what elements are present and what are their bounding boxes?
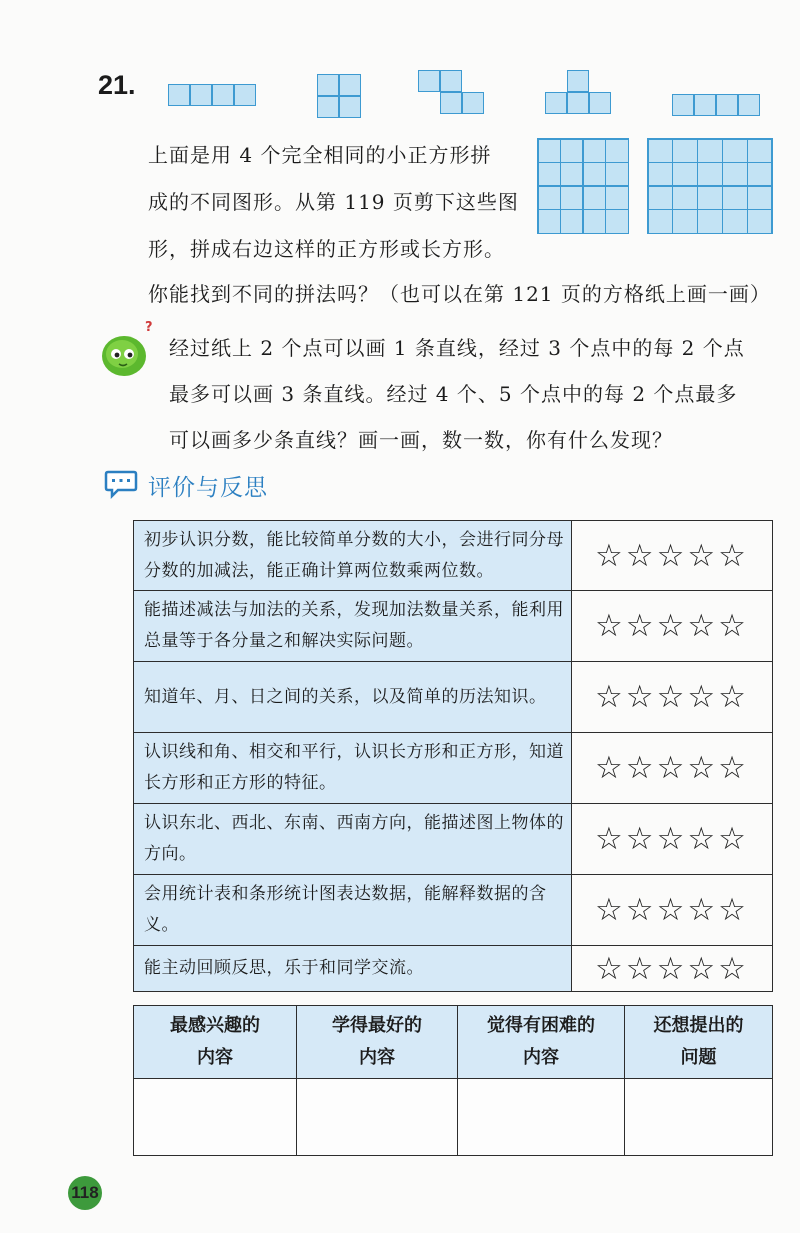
reflection-answer-cell[interactable]	[458, 1079, 625, 1156]
header-line: 觉得有困难的	[487, 1015, 595, 1036]
tetromino-z-shape	[418, 70, 484, 114]
star-rating[interactable]: ☆☆☆☆☆	[572, 875, 773, 946]
reflection-answer-cell[interactable]	[625, 1079, 773, 1156]
evaluation-item-text: 会用统计表和条形统计图表达数据，能解释数据的含义。	[134, 875, 572, 946]
svg-text:?: ?	[145, 320, 153, 335]
star-rating[interactable]: ☆☆☆☆☆	[572, 591, 773, 662]
self-evaluation-table	[133, 520, 773, 992]
evaluation-item-text: 认识线和角、相交和平行，认识长方形和正方形，知道长方形和正方形的特征。	[134, 733, 572, 804]
speech-bubble-icon	[104, 469, 138, 499]
star-rating[interactable]: ☆☆☆☆☆	[572, 733, 773, 804]
problem-22-line-1: 经过纸上 2 个点可以画 1 条直线，经过 3 个点中的每 2 个点	[169, 336, 745, 360]
evaluation-item-text: 初步认识分数，能比较简单分数的大小，会进行同分母分数的加减法，能正确计算两位数乘两位数。	[134, 521, 572, 591]
table-row	[134, 591, 773, 662]
header-line: 内容	[359, 1047, 395, 1068]
problem-22-line-2: 最多可以画 3 条直线。经过 4 个、5 个点中的每 2 个点最多	[169, 382, 738, 406]
problem-21-line-1: 上面是用 4 个完全相同的小正方形拼	[148, 143, 492, 167]
header-line: 最感兴趣的	[170, 1015, 260, 1036]
star-rating[interactable]: ☆☆☆☆☆	[572, 662, 773, 733]
green-mascot-icon	[98, 320, 158, 380]
reflection-header-questions	[625, 1006, 773, 1079]
header-line: 内容	[197, 1047, 233, 1068]
table-row	[134, 875, 773, 946]
reflection-header-best	[297, 1006, 458, 1079]
reflection-answer-cell[interactable]	[297, 1079, 458, 1156]
tetromino-t-shape	[545, 70, 611, 114]
section-title: 评价与反思	[148, 475, 268, 501]
reflection-header-difficult	[458, 1006, 625, 1079]
rectangle-5x4-grid	[647, 138, 773, 234]
table-row	[134, 662, 773, 733]
problem-21-line-4: 你能找到不同的拼法吗？（也可以在第 121 页的方格纸上画一画）	[148, 282, 771, 306]
star-rating[interactable]: ☆☆☆☆☆	[572, 521, 773, 591]
header-line: 问题	[680, 1047, 717, 1068]
problem-22-line-3: 可以画多少条直线？画一画，数一数，你有什么发现？	[169, 428, 673, 452]
header-line: 还想提出的	[653, 1015, 744, 1036]
table-row	[134, 733, 773, 804]
header-line: 学得最好的	[332, 1015, 422, 1036]
reflection-answer-cell[interactable]	[134, 1079, 297, 1156]
problem-number: 21.	[98, 70, 136, 100]
star-rating[interactable]: ☆☆☆☆☆	[572, 804, 773, 875]
table-row	[134, 1079, 773, 1156]
evaluation-item-text: 知道年、月、日之间的关系，以及简单的历法知识。	[134, 662, 572, 733]
tetromino-i-shape	[168, 84, 258, 108]
reflection-header-interest	[134, 1006, 297, 1079]
evaluation-item-text: 认识东北、西北、东南、西南方向，能描述图上物体的方向。	[134, 804, 572, 875]
tetromino-i-shape-right	[672, 94, 762, 118]
table-row	[134, 946, 773, 992]
problem-21-line-3: 形，拼成右边这样的正方形或长方形。	[148, 237, 505, 261]
page-number-badge: 118	[68, 1176, 102, 1210]
evaluation-item-text: 能描述减法与加法的关系，发现加法数量关系，能利用总量等于各分量之和解决实际问题。	[134, 591, 572, 662]
tetromino-o-shape	[317, 74, 361, 118]
evaluation-item-text: 能主动回顾反思，乐于和同学交流。	[134, 946, 572, 992]
star-rating[interactable]: ☆☆☆☆☆	[572, 946, 773, 992]
square-4x4-grid	[537, 138, 629, 234]
problem-21-line-2: 成的不同图形。从第 119 页剪下这些图	[148, 190, 519, 214]
reflection-table	[133, 1005, 773, 1156]
table-row	[134, 804, 773, 875]
table-row	[134, 521, 773, 591]
header-line: 内容	[523, 1047, 559, 1068]
